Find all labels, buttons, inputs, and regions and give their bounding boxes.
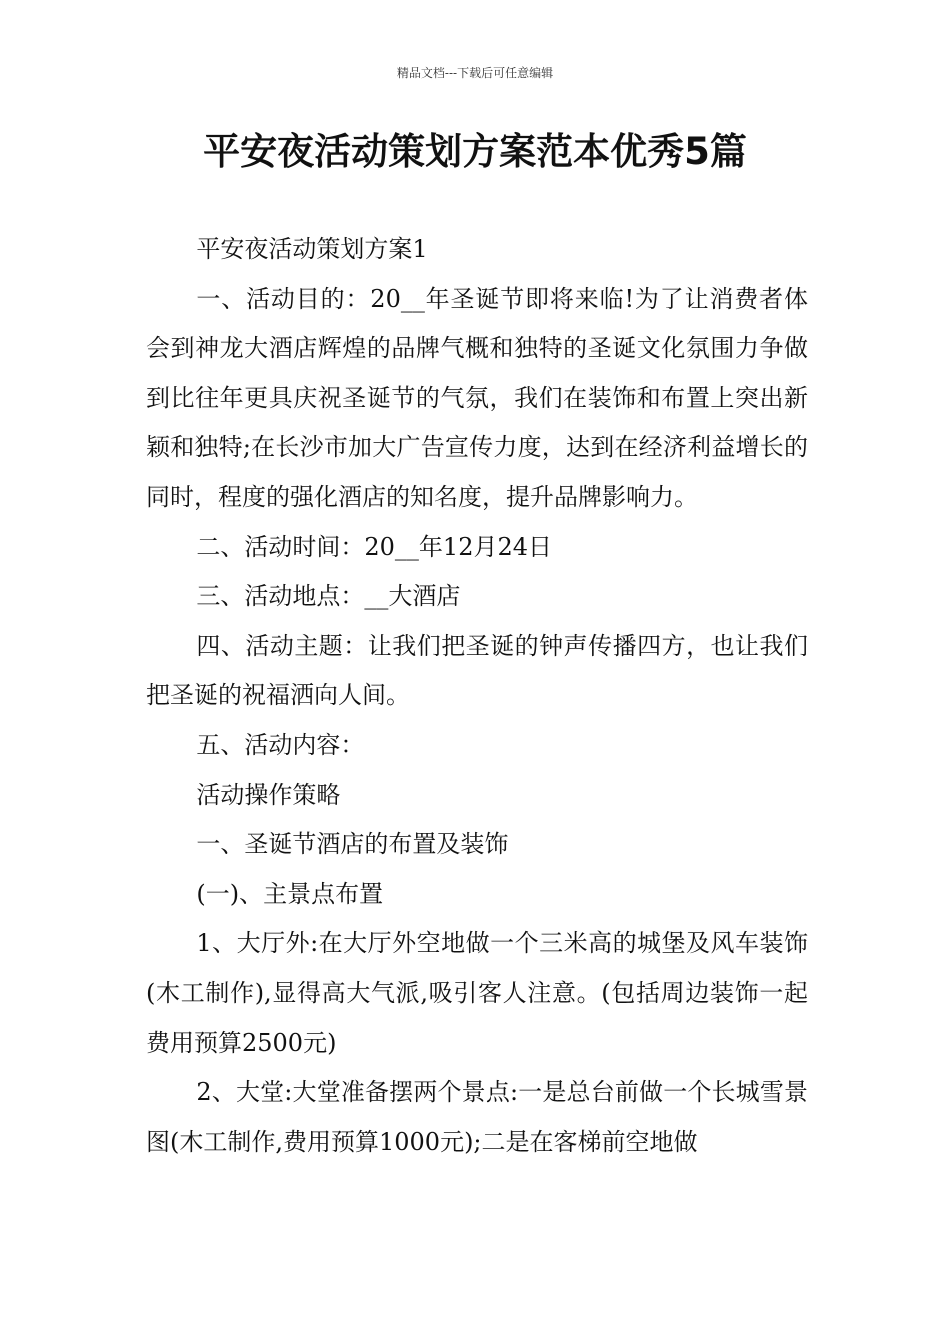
paragraph-strategy: 活动操作策略 <box>196 780 341 809</box>
paragraph-lobby: 2、大堂:大堂准备摆两个景点:一是总台前做一个长城雪景图(木工制作,费用预算1000元);二是在客梯前空地做 <box>146 1078 808 1156</box>
paragraph-purpose: 一、活动目的：20__年圣诞节即将来临!为了让消费者体会到神龙大酒店辉煌的品牌气概和独特的圣诞文化氛围力争做到比往年更具庆祝圣诞节的气氛，我们在装饰和布置上突出新颖和独特;在长沙市加大广告宣传力度，达到在经济利益增长的同时，程度的强化酒店的知名度，提升品牌影响力。 <box>146 284 808 511</box>
paragraph-hall-exterior: 1、大厅外:在大厅外空地做一个三米高的城堡及风车装饰(木工制作),显得高大气派,吸引客人注意。(包括周边装饰一起费用预算2500元) <box>146 929 808 1057</box>
paragraph-theme: 四、活动主题：让我们把圣诞的钟声传播四方，也让我们把圣诞的祝福洒向人间。 <box>146 631 808 710</box>
paragraph-location: 三、活动地点：__大酒店 <box>196 582 461 611</box>
paragraph-plan-heading: 平安夜活动策划方案1 <box>196 235 428 263</box>
paragraph-time: 二、活动时间：20__年12月24日 <box>196 532 553 561</box>
header-note: 精品文档---下载后可任意编辑 <box>396 66 554 80</box>
paragraph-main-scene: (一)、主景点布置 <box>196 879 384 908</box>
document-body <box>146 225 808 1167</box>
paragraph-content: 五、活动内容： <box>196 730 365 759</box>
document-title: 平安夜活动策划方案范本优秀5篇 <box>203 130 747 173</box>
paragraph-decoration: 一、圣诞节酒店的布置及装饰 <box>196 830 509 859</box>
